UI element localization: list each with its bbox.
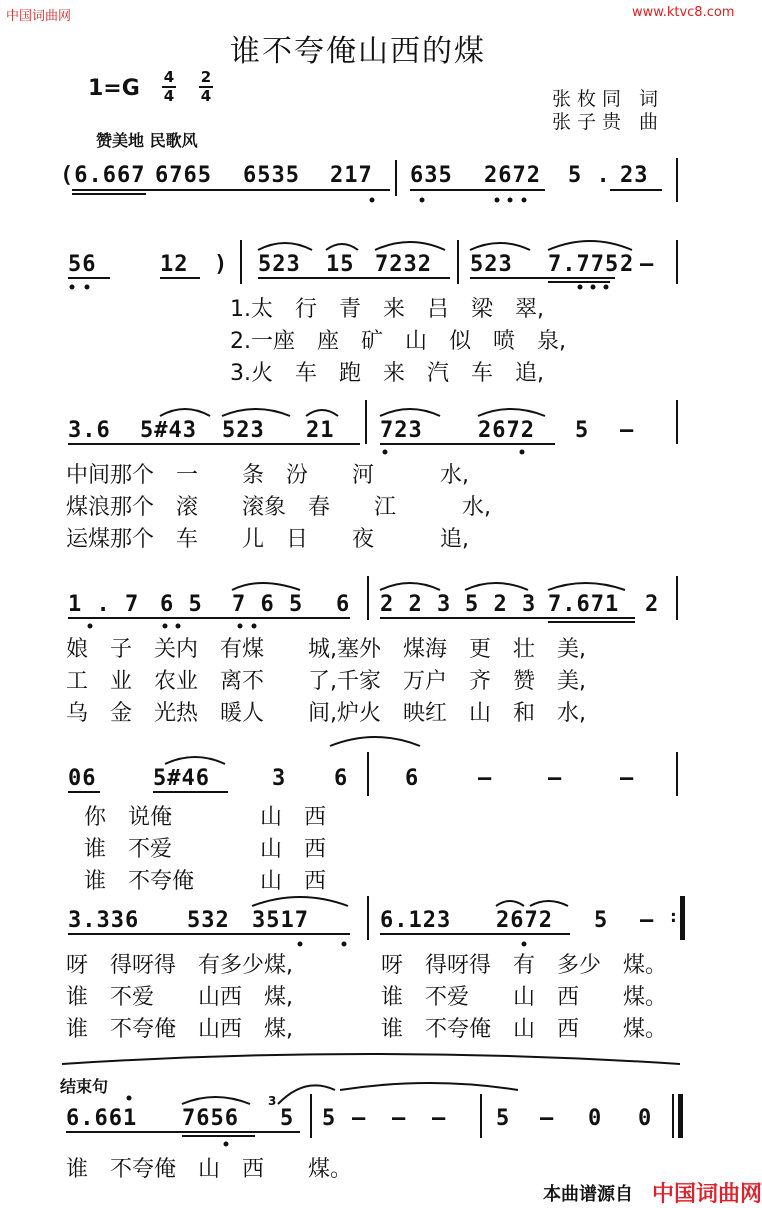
lyric-line: 煤浪那个 滚 滚象 春 江 水, bbox=[66, 495, 491, 520]
ts1-bottom: 4 bbox=[163, 87, 175, 105]
note-group: 6535 bbox=[243, 163, 300, 188]
lyricist-credit: 张枚同 词 bbox=[552, 88, 665, 110]
lyric-line: 谁 不夸俺 山 西 bbox=[84, 869, 327, 894]
note-group: 56 bbox=[68, 252, 97, 277]
lyric-line: 谁 不爱 山 西 bbox=[84, 837, 327, 862]
note-group: (6.667 bbox=[60, 163, 146, 188]
ts2-top: 2 bbox=[200, 68, 212, 86]
note-group: 523 bbox=[470, 252, 513, 277]
note-group: 5 bbox=[575, 418, 590, 443]
note-group: — bbox=[478, 766, 493, 791]
note-group: — bbox=[620, 418, 635, 443]
note-group: — bbox=[432, 1106, 447, 1131]
lyric-line: 你 说俺 山 西 bbox=[84, 805, 327, 830]
lyric-line: 娘 子 关内 有煤 城,塞外 煤海 更 壮 美, bbox=[66, 637, 586, 662]
note-group: 3 bbox=[272, 766, 287, 791]
note-group: 2672 bbox=[484, 163, 541, 188]
note-group: — bbox=[640, 908, 655, 933]
note-group: — bbox=[548, 766, 563, 791]
note-group: 6765 bbox=[155, 163, 212, 188]
grace-note: 3 bbox=[268, 1094, 277, 1108]
ts1-top: 4 bbox=[163, 68, 175, 86]
note-group: 6 5 bbox=[160, 592, 203, 617]
lyric-line: 运煤那个 车 儿 日 夜 追, bbox=[66, 527, 469, 552]
note-group: 2672 bbox=[496, 908, 553, 933]
lyric-line: 谁 不夸俺 山 西 煤。 bbox=[66, 1157, 353, 1182]
watermark-right: www.ktvc8.com bbox=[632, 5, 735, 20]
note-group: 7.671 bbox=[548, 592, 620, 617]
tempo-marking: 赞美地 民歌风 bbox=[96, 131, 198, 150]
key-signature: 1=G bbox=[88, 76, 140, 101]
note-group: 6 bbox=[405, 766, 420, 791]
note-group: 6 bbox=[336, 592, 351, 617]
lyric-line: 中间那个 一 条 汾 河 水, bbox=[66, 463, 469, 488]
note-group: — bbox=[540, 1106, 555, 1131]
lyric-line: 1.太 行 青 来 吕 梁 翠, bbox=[230, 297, 544, 322]
note-group: 5#46 bbox=[153, 766, 210, 791]
note-group: 0 bbox=[588, 1106, 603, 1131]
source-site: 中国词曲网 bbox=[652, 1182, 762, 1207]
note-group: 2 2 3 bbox=[380, 592, 452, 617]
note-group: 723 bbox=[380, 418, 423, 443]
note-group: — bbox=[620, 766, 635, 791]
composer-credit: 张子贵 曲 bbox=[552, 111, 665, 133]
note-group: 523 bbox=[258, 252, 301, 277]
note-group: 5 . bbox=[568, 163, 611, 188]
note-group: 5 bbox=[594, 908, 609, 933]
note-group: 23 bbox=[620, 163, 649, 188]
note-group: 5 2 3 bbox=[465, 592, 537, 617]
note-group: — bbox=[352, 1106, 367, 1131]
note-group: 21 bbox=[306, 418, 335, 443]
lyric-line: 谁 不爱 山西 煤, 谁 不爱 山 西 煤。 bbox=[66, 985, 667, 1010]
lyric-line: 谁 不夸俺 山西 煤, 谁 不夸俺 山 西 煤。 bbox=[66, 1017, 667, 1042]
note-group: — bbox=[392, 1106, 407, 1131]
note-group: 7.775 bbox=[548, 252, 620, 277]
note-group: 3.6 bbox=[68, 418, 111, 443]
note-group: 2 bbox=[645, 592, 660, 617]
note-group: 12 bbox=[160, 252, 189, 277]
note-group: 0 bbox=[638, 1106, 653, 1131]
source-label: 本曲谱源自 bbox=[543, 1184, 633, 1205]
watermark-left: 中国词曲网 bbox=[6, 9, 72, 24]
lyric-line: 乌 金 光热 暖人 间,炉火 映红 山 和 水, bbox=[66, 701, 586, 726]
note-group: 6.661 bbox=[66, 1106, 138, 1131]
note-group: 6 bbox=[334, 766, 349, 791]
note-group: ) bbox=[214, 252, 229, 277]
note-group: 635 bbox=[410, 163, 453, 188]
lyric-line: 2.一座 座 矿 山 似 喷 泉, bbox=[230, 329, 566, 354]
ending-label: 结束句 bbox=[60, 1077, 109, 1096]
song-title: 谁不夸俺山西的煤 bbox=[230, 34, 486, 69]
note-group: — bbox=[640, 252, 655, 277]
note-group: 5 bbox=[496, 1106, 511, 1131]
note-group: 7 6 5 bbox=[232, 592, 304, 617]
note-group: 217 bbox=[330, 163, 373, 188]
note-group: 06 bbox=[68, 766, 97, 791]
ts2-bottom: 4 bbox=[200, 87, 212, 105]
note-group: 2 bbox=[620, 252, 635, 277]
lyric-line: 3.火 车 跑 来 汽 车 追, bbox=[230, 361, 544, 386]
note-group: 15 bbox=[326, 252, 355, 277]
note-group: 6.123 bbox=[380, 908, 452, 933]
repeat-dots: : bbox=[668, 906, 680, 927]
note-group: 2672 bbox=[478, 418, 535, 443]
note-group: 3517 bbox=[252, 908, 309, 933]
note-group: 7656 bbox=[182, 1106, 239, 1131]
note-group: 5#43 bbox=[140, 418, 197, 443]
note-group: 523 bbox=[222, 418, 265, 443]
note-group: 3.336 bbox=[68, 908, 140, 933]
note-group: 7232 bbox=[375, 252, 432, 277]
lyric-line: 工 业 农业 离不 了,千家 万户 齐 赞 美, bbox=[66, 669, 586, 694]
note-group: 1 . 7 bbox=[68, 592, 140, 617]
note-group: 5 bbox=[280, 1106, 295, 1131]
note-group: 532 bbox=[187, 908, 230, 933]
lyric-line: 呀 得呀得 有多少煤, 呀 得呀得 有 多少 煤。 bbox=[66, 953, 667, 978]
note-group: 5 bbox=[322, 1106, 337, 1131]
